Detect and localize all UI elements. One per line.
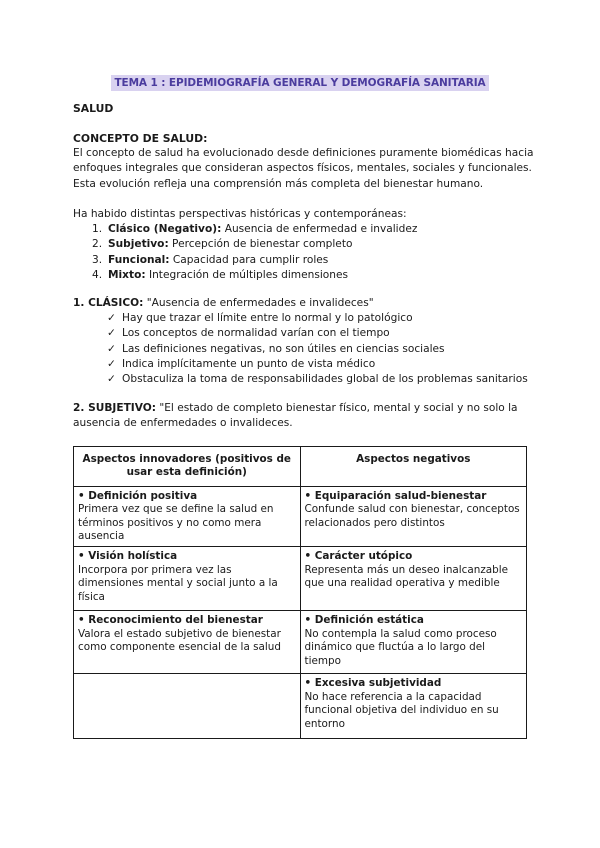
check-icon: ✓ <box>107 327 116 340</box>
subjective-line-2: ausencia de enfermedades o invalideces. <box>73 417 293 430</box>
check-icon: ✓ <box>107 312 116 325</box>
section-title: SALUD <box>73 102 114 115</box>
cell-text: Valora el estado subjetivo de bienestar como componente esencial de la salud <box>78 627 281 654</box>
list-label: Mixto: <box>108 268 146 281</box>
cell-title: • Definición positiva <box>78 489 198 502</box>
table-cell <box>74 547 301 611</box>
subjective-text: "El estado de completo bienestar físico, mental y social y no solo la <box>156 402 518 414</box>
point-text: Hay que trazar el límite entre lo normal y lo patológico <box>122 312 413 325</box>
list-item <box>73 253 543 268</box>
table-cell <box>300 486 527 547</box>
concept-block <box>73 131 543 192</box>
cell-text: Primera vez que se define la salud en términos positivos y no como mera ausencia <box>78 503 274 543</box>
aspects-table <box>73 446 527 739</box>
concept-heading: CONCEPTO DE SALUD: <box>73 132 208 145</box>
point-text: Los conceptos de normalidad varían con el tiempo <box>122 327 390 340</box>
list-item <box>73 326 553 341</box>
list-text: Percepción de bienestar completo <box>168 238 353 251</box>
table-cell <box>300 611 527 674</box>
check-icon: ✓ <box>107 342 116 355</box>
table-row <box>74 486 527 547</box>
title-wrapper <box>0 71 600 91</box>
list-text: Integración de múltiples dimensiones <box>145 268 349 281</box>
list-item <box>73 342 553 357</box>
table-cell <box>74 611 301 674</box>
table-row <box>74 611 527 674</box>
document-title: TEMA 1 : EPIDEMIOGRAFÍA GENERAL Y DEMOGRAFÍA SANITARIA <box>111 75 488 91</box>
header-negative: Aspectos negativos <box>300 447 527 487</box>
table-row <box>74 674 527 739</box>
table-cell <box>74 486 301 547</box>
concept-line: Esta evolución refleja una comprensión más completa del bienestar humano. <box>73 177 484 190</box>
concept-line: enfoques integrales que consideran aspectos físicos, mentales, sociales y funcionales. <box>73 162 532 175</box>
classic-points <box>73 311 553 387</box>
list-label: Clásico (Negativo): <box>108 223 222 236</box>
list-number: 4. <box>92 268 103 281</box>
point-text: Las definiciones negativas, no son útiles en ciencias sociales <box>122 342 445 355</box>
check-icon: ✓ <box>107 373 116 386</box>
concept-line: El concepto de salud ha evolucionado desde definiciones puramente biomédicas hacia <box>73 147 534 160</box>
subjective-label: 2. SUBJETIVO: <box>73 402 156 414</box>
list-item <box>73 372 553 387</box>
cell-text: No hace referencia a la capacidad funcional objetiva del individuo en su entorno <box>304 690 499 730</box>
section-heading <box>73 101 543 117</box>
table-cell <box>74 674 301 739</box>
cell-text: Incorpora por primera vez las dimensiones mental y social junto a la física <box>78 563 278 603</box>
cell-title: • Excesiva subjetividad <box>304 677 442 690</box>
list-text: Ausencia de enfermedad e invalidez <box>221 223 418 236</box>
point-text: Obstaculiza la toma de responsabilidades global de los problemas sanitarios <box>122 373 528 386</box>
perspectives-intro: Ha habido distintas perspectivas históricas y contemporáneas: <box>73 208 407 220</box>
list-label: Subjetivo: <box>108 238 169 251</box>
cell-title: • Carácter utópico <box>304 550 413 563</box>
list-number: 3. <box>92 253 103 266</box>
list-item <box>73 357 553 372</box>
cell-title: • Reconocimiento del bienestar <box>78 614 263 627</box>
subjective-line-1 <box>73 401 543 416</box>
classic-heading <box>73 296 553 311</box>
classic-quote: "Ausencia de enfermedades e invalideces" <box>143 297 374 309</box>
list-number: 1. <box>92 223 103 236</box>
classic-block <box>73 296 553 387</box>
list-number: 2. <box>92 238 103 251</box>
list-item <box>73 311 553 326</box>
point-text: Indica implícitamente un punto de vista médico <box>122 357 376 370</box>
cell-title: • Definición estática <box>304 614 424 627</box>
classic-label: 1. CLÁSICO: <box>73 297 144 309</box>
table-header-row <box>74 447 527 487</box>
cell-title: • Equiparación salud-bienestar <box>304 489 487 502</box>
header-positive: Aspectos innovadores (positivos de usar esta definición) <box>74 447 301 487</box>
perspectives-list <box>73 222 543 283</box>
list-item <box>73 237 543 252</box>
check-icon: ✓ <box>107 357 116 370</box>
list-item <box>73 268 543 283</box>
list-item <box>73 222 543 237</box>
table-cell <box>300 547 527 611</box>
table-cell <box>300 674 527 739</box>
perspectives-block <box>73 207 543 283</box>
subjective-block <box>73 401 543 431</box>
list-label: Funcional: <box>108 253 170 266</box>
cell-text: Confunde salud con bienestar, conceptos relacionados pero distintos <box>304 503 520 529</box>
cell-text: Representa más un deseo inalcanzable que una realidad operativa y medible <box>304 563 509 590</box>
list-text: Capacidad para cumplir roles <box>169 253 329 266</box>
cell-title: • Visión holística <box>78 550 178 563</box>
cell-text: No contempla la salud como proceso dinámico que fluctúa a lo largo del tiempo <box>304 627 497 667</box>
table-row <box>74 547 527 611</box>
